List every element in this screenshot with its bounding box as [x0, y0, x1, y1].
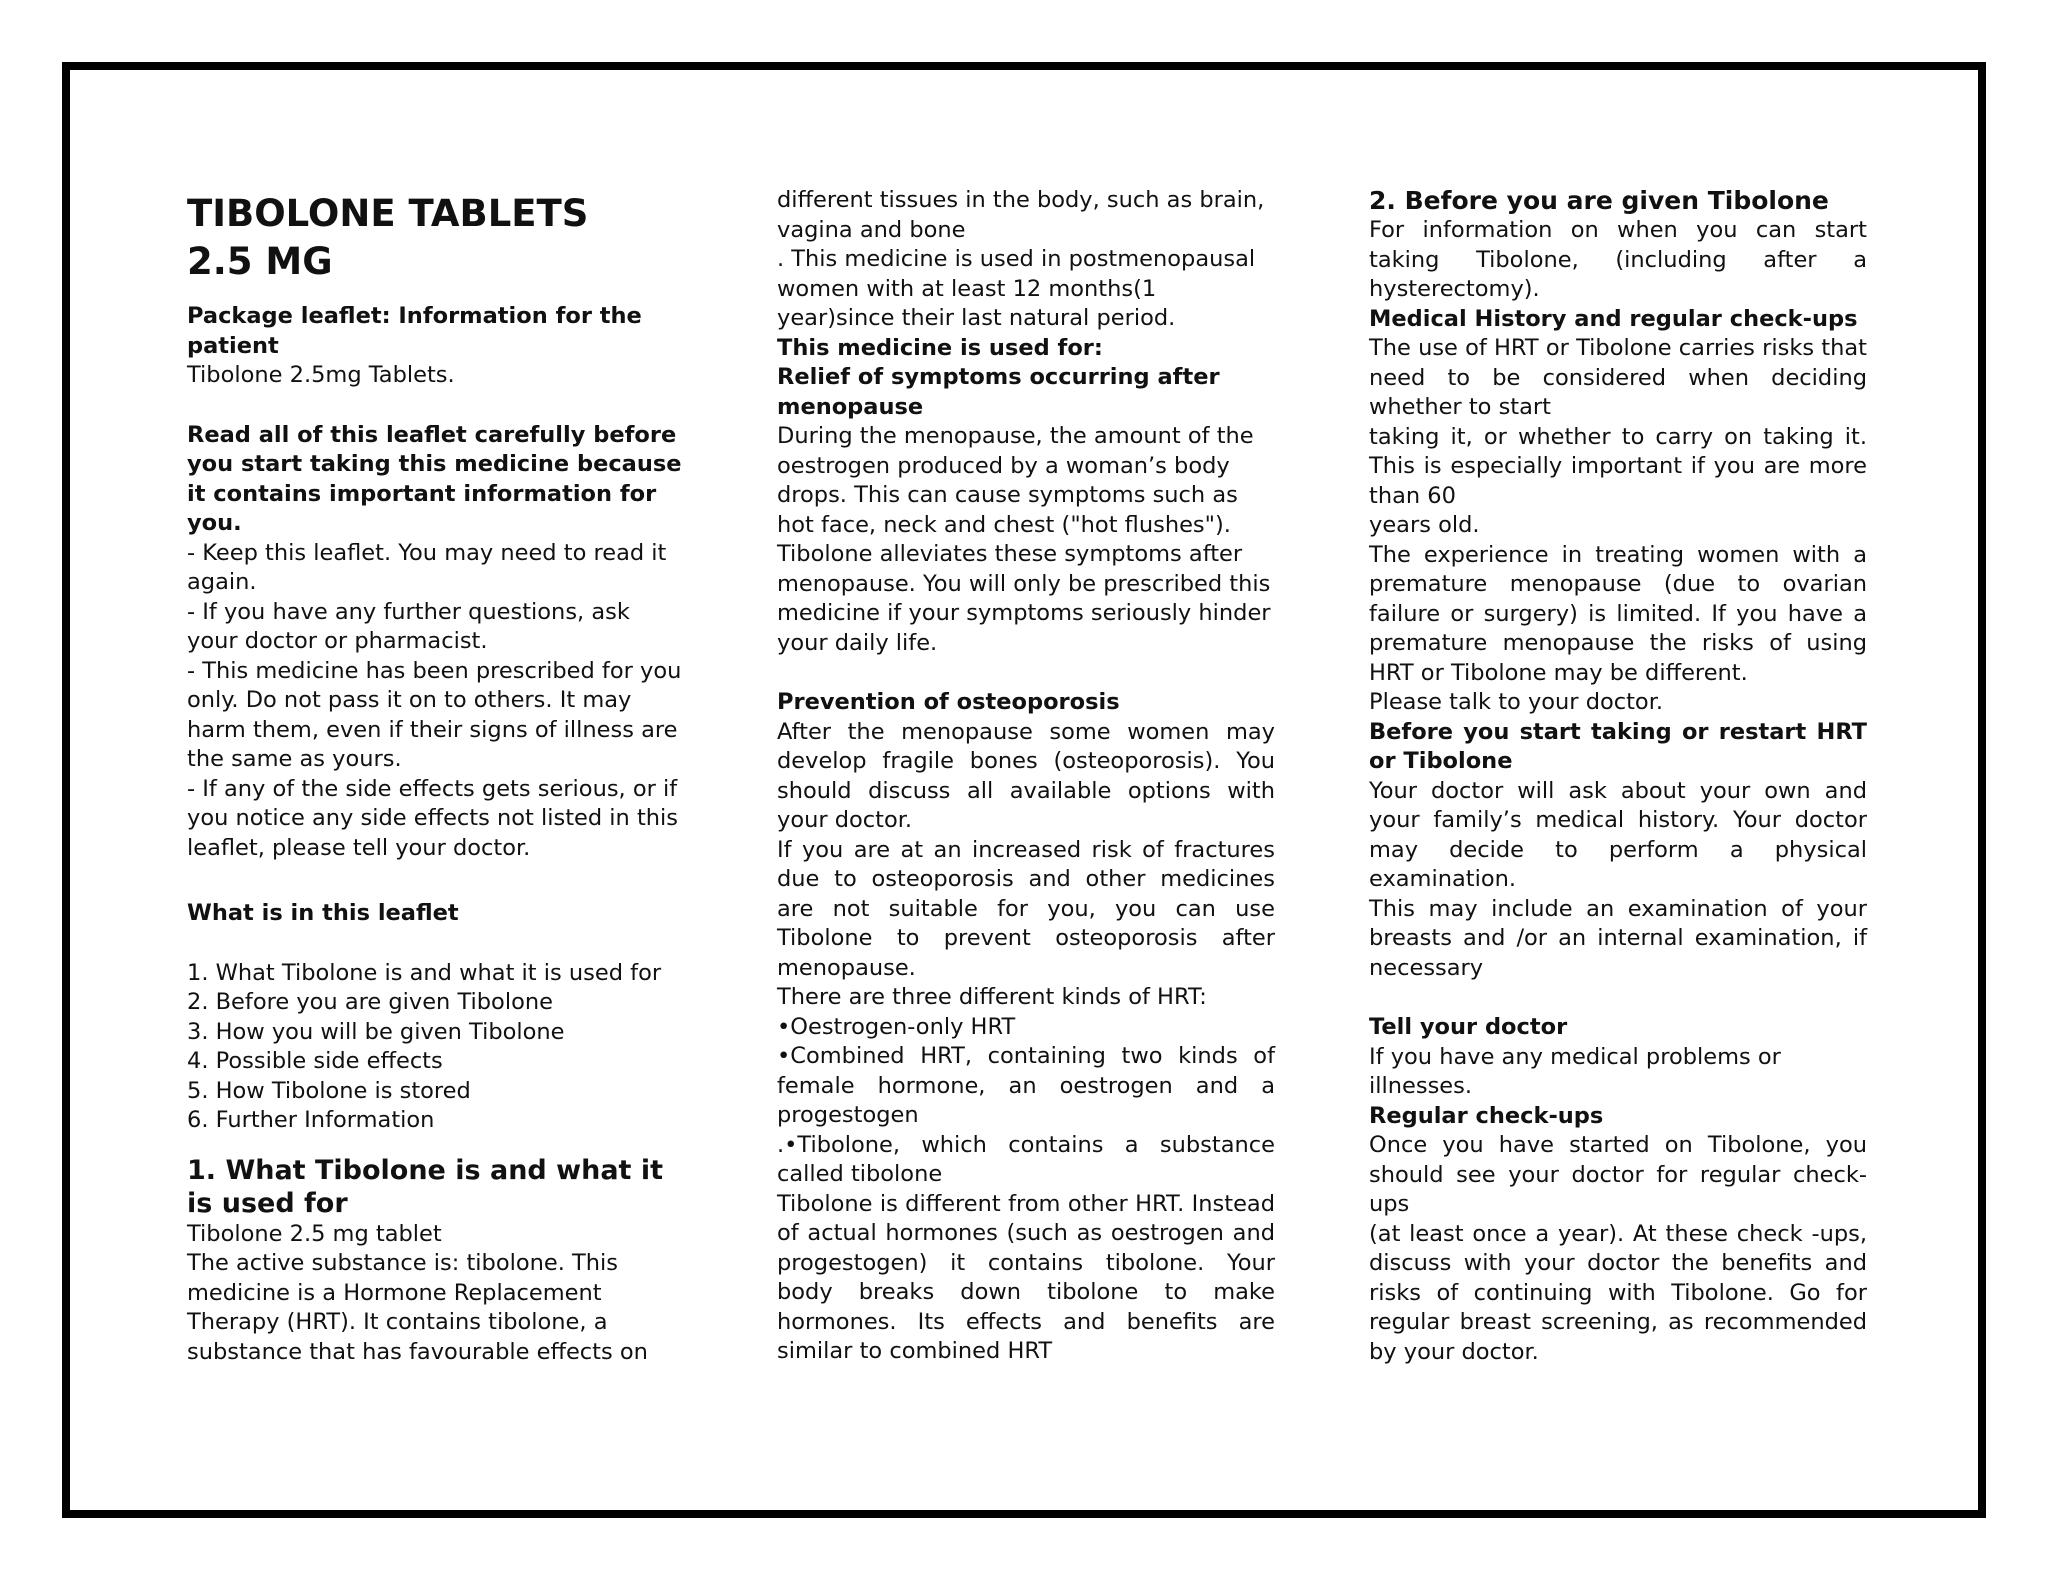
medical-history-text-a: The use of HRT or Tibolone carries risks that need to be considered when deciding whether to start [1369, 335, 1867, 420]
medical-history-text-b: taking it, or whether to carry on taking it. This is especially important if you are more than 60 [1369, 423, 1867, 509]
medical-history-text-c: years old. [1369, 512, 1480, 538]
osteoporosis-text-1: After the menopause some women may develop fragile bones (osteoporosis). You should discuss all available options with your doctor. [777, 718, 1275, 833]
regular-checkups-heading: Regular check-ups [1369, 1102, 1604, 1129]
toc-item: 3. How you will be given Tibolone [187, 1018, 565, 1045]
hrt-kind-item: .•Tibolone, which contains a substance called tibolone [777, 1131, 1275, 1187]
leaflet-bullet-2: - If you have any further questions, ask your doctor or pharmacist. [187, 598, 630, 654]
section-1-heading: 1. What Tibolone is and what it is used for [187, 1154, 664, 1219]
leaflet-bullet-3: - This medicine has been prescribed for you only. Do not pass it on to others. It may harm them, even if their signs of illness are the same as yours. [187, 657, 682, 772]
leaflet-bullet-4: - If any of the side effects gets serious, or if you notice any side effects not listed in this leaflet, please tell your doctor. [187, 775, 679, 861]
tell-doctor-heading: Tell your doctor [1369, 1014, 1568, 1040]
hrt-kinds-intro: There are three different kinds of HRT: [777, 984, 1207, 1010]
toc-item: 1. What Tibolone is and what it is used for [187, 959, 662, 986]
examination-text: This may include an examination of your breasts and /or an internal examination, if necessary [1369, 895, 1867, 981]
toc-item: 2. Before you are given Tibolone [187, 989, 553, 1015]
title-line-2: 2.5 MG [187, 240, 333, 283]
regular-checkups-text-a: Once you have started on Tibolone, you should see your doctor for regular check-ups [1369, 1132, 1867, 1217]
used-for-heading: This medicine is used for: [777, 334, 1103, 361]
column-3 [1369, 186, 1867, 1367]
document-title [187, 190, 687, 286]
column-1 [187, 184, 687, 1367]
toc-heading: What is in this leaflet [187, 900, 459, 926]
tell-doctor-text: If you have any medical problems or illnesses. [1369, 1043, 1781, 1099]
experience-text: The experience in treating women with a premature menopause (due to ovarian failure or surgery) is limited. If you have a premature menopause the risks of using HRT or Tibolone may be different. [1369, 541, 1867, 686]
toc-item: 4. Possible side effects [187, 1048, 443, 1074]
section-2-text: For information on when you can start taking Tibolone, (including after a hysterectomy). [1369, 217, 1867, 302]
toc-item: 6. Further Information [187, 1107, 435, 1133]
regular-checkups-text-b: (at least once a year). At these check -ups, discuss with your doctor the benefits and risks of continuing with Tibolone. Go for regular breast screening, as recommended by your doctor. [1369, 1220, 1867, 1365]
section-1-tablet: Tibolone 2.5 mg tablet [187, 1220, 442, 1247]
section-2-heading: 2. Before you are given Tibolone [1369, 186, 1829, 215]
hrt-kind-item: •Combined HRT, containing two kinds of female hormone, an oestrogen and a progestogen [777, 1043, 1275, 1128]
relief-text: During the menopause, the amount of the oestrogen produced by a woman’s body drops. This can cause symptoms such as hot face, neck and chest ("hot flushes"). Tibolone alleviates these symptoms after menopause. You will only be prescribed this medicine if your symptoms seriously hinder your daily life. [777, 423, 1271, 656]
toc-list [187, 959, 687, 1136]
osteoporosis-heading: Prevention of osteoporosis [777, 689, 1120, 715]
relief-heading: Relief of symptoms occurring after menopause [777, 364, 1220, 420]
talk-to-doctor-text: Please talk to your doctor. [1369, 689, 1664, 715]
read-leaflet-heading: Read all of this leaflet carefully before you start taking this medicine because it contains important information for you. [187, 421, 682, 536]
continued-text-1: different tissues in the body, such as brain, vagina and bone [777, 187, 1265, 243]
hrt-kind-item: •Oestrogen-only HRT [777, 1013, 1016, 1040]
tibolone-difference-text: Tibolone is different from other HRT. Instead of actual hormones (such as oestrogen and progestogen) it contains tibolone. Your body breaks down tibolone to make hormones. Its effects and benefits are similar to combined HRT [777, 1190, 1275, 1364]
before-start-heading: Before you start taking or restart HRT or Tibolone [1369, 718, 1867, 774]
package-leaflet-text: Tibolone 2.5mg Tablets. [187, 362, 455, 388]
before-start-text: Your doctor will ask about your own and your family’s medical history. Your doctor may decide to perform a physical examination. [1369, 777, 1867, 892]
medical-history-heading: Medical History and regular check-ups [1369, 305, 1858, 332]
osteoporosis-text-2: If you are at an increased risk of fractures due to osteoporosis and other medicines are not suitable for you, you can use Tibolone to prevent osteoporosis after menopause. [777, 836, 1275, 981]
column-2 [777, 186, 1275, 1367]
section-1-text: The active substance is: tibolone. This medicine is a Hormone Replacement Therapy (HRT). It contains tibolone, a substance that has favourable effects on [187, 1250, 648, 1365]
package-leaflet-heading: Package leaflet: Information for the patient [187, 303, 642, 359]
leaflet-bullet-1: - Keep this leaflet. You may need to read it again. [187, 539, 667, 595]
toc-item: 5. How Tibolone is stored [187, 1077, 471, 1104]
continued-text-2: . This medicine is used in postmenopausal women with at least 12 months(1 year)since their last natural period. [777, 246, 1256, 331]
title-line-1: TIBOLONE TABLETS [187, 192, 589, 235]
